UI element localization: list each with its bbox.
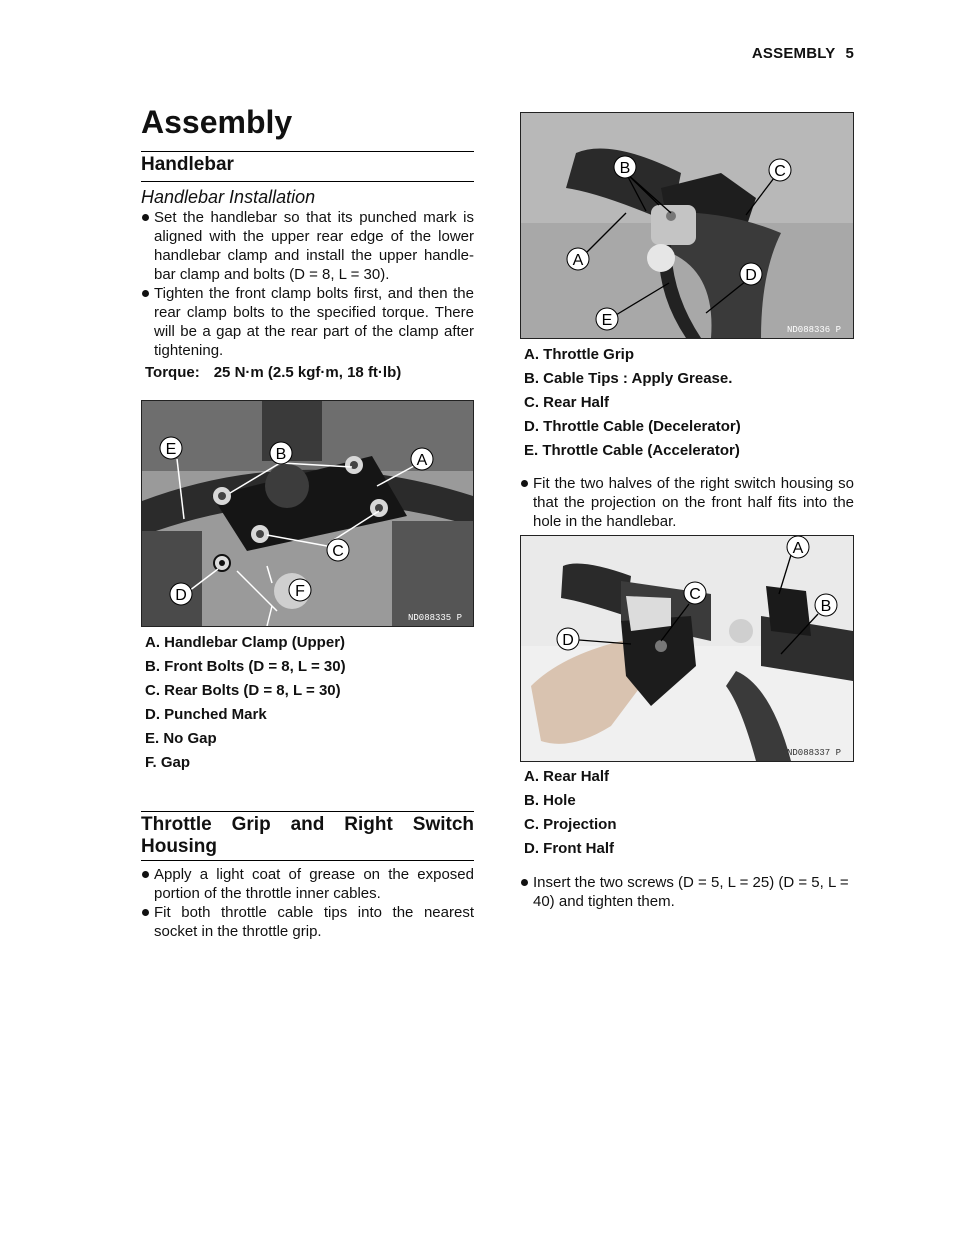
figure-code: ND088337 P: [787, 748, 842, 758]
throttle-bullet-list: [141, 865, 474, 941]
switch-housing-bullet: Fit the two halves of the right switch housing so that the projection on the front half fits into the hole in the handlebar.: [520, 474, 854, 531]
callout-d: D: [745, 267, 757, 284]
handlebar-installation-subheading: Handlebar Installation: [141, 187, 316, 207]
torque-value: 25 N·m (2.5 kgf·m, 18 ft·lb): [213, 364, 402, 381]
callout-c: C: [774, 163, 786, 180]
figure-code: ND088335 P: [408, 613, 463, 623]
handlebar-heading: Handlebar: [141, 151, 474, 182]
screws-bullet-list: [520, 873, 854, 911]
throttle-bullet-1: Apply a light coat of grease on the exposed portion of the throttle inner cables.: [141, 865, 474, 903]
torque-label: Torque:: [145, 364, 200, 381]
page-number: 5: [845, 45, 854, 62]
legend-item: D. Front Half: [524, 840, 614, 857]
handlebar-bullet-2: Tighten the front clamp bolts first, and then the rear clamp bolts to the specified torque. There will be a gap at the rear part of the clamp after tightening.: [141, 284, 474, 360]
legend-item: A. Throttle Grip: [524, 346, 634, 363]
legend-item: E. No Gap: [145, 730, 217, 747]
callout-a: A: [572, 252, 584, 269]
callout-b: B: [619, 160, 631, 177]
callout-f: F: [295, 583, 305, 600]
running-header-section: ASSEMBLY: [751, 45, 836, 62]
throttle-figure1-legend: [524, 343, 741, 463]
callout-c: C: [689, 586, 701, 603]
legend-item: C. Projection: [524, 816, 617, 833]
callout-e: E: [165, 441, 177, 458]
legend-item: F. Gap: [145, 754, 191, 771]
throttle-grip-photo: [520, 112, 854, 339]
figure-code: ND088336 P: [787, 325, 842, 335]
callout-c: C: [332, 543, 344, 560]
legend-item: C. Rear Half: [524, 394, 610, 411]
callout-b: B: [275, 446, 287, 463]
legend-item: D. Throttle Cable (Decelerator): [524, 418, 741, 435]
screws-bullet: Insert the two screws (D = 5, L = 25) (D = 5, L = 40) and tighten them.: [520, 873, 854, 911]
callout-b: B: [820, 598, 832, 615]
throttle-bullet-2: Fit both throttle cable tips into the nearest socket in the throttle grip.: [141, 903, 474, 941]
legend-item: B. Cable Tips : Apply Grease.: [524, 370, 733, 387]
legend-item: A. Handlebar Clamp (Upper): [145, 634, 346, 651]
callout-e: E: [601, 312, 613, 329]
switch-housing-figure-legend: [524, 765, 617, 861]
callout-d: D: [175, 587, 187, 604]
page-title: Assembly: [141, 104, 293, 140]
callout-a: A: [416, 452, 428, 469]
torque-spec: [145, 364, 401, 381]
legend-item: B. Hole: [524, 792, 576, 809]
switch-housing-photo: [520, 535, 854, 762]
running-header: [752, 45, 854, 62]
handlebar-figure-legend: [145, 631, 346, 775]
legend-item: D. Punched Mark: [145, 706, 267, 723]
callout-a: A: [792, 540, 804, 557]
legend-item: E. Throttle Cable (Accelerator): [524, 442, 740, 459]
throttle-heading: Throttle Grip and Right Switch Housing: [141, 811, 474, 861]
legend-item: C. Rear Bolts (D = 8, L = 30): [145, 682, 341, 699]
legend-item: A. Rear Half: [524, 768, 610, 785]
callout-d: D: [562, 632, 574, 649]
handlebar-bullet-1: Set the handlebar so that its punched mark is aligned with the upper rear edge of the lower handlebar clamp and install the upper handle-bar clamp and bolts (D = 8, L = 30).: [141, 208, 474, 284]
handlebar-bullet-list: [141, 208, 474, 360]
handlebar-clamp-photo: [141, 400, 474, 627]
legend-item: B. Front Bolts (D = 8, L = 30): [145, 658, 346, 675]
switch-housing-bullet-list: [520, 474, 854, 531]
